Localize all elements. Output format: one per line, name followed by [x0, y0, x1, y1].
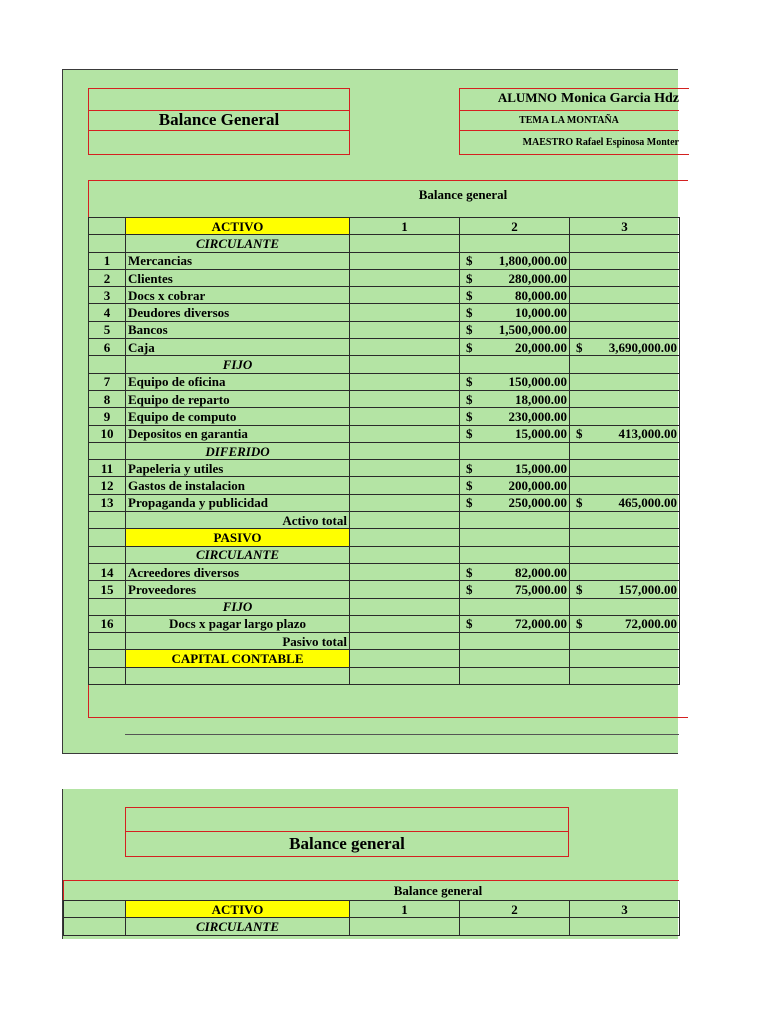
row-label: Bancos — [126, 321, 350, 338]
row-label: PASIVO — [126, 529, 350, 546]
currency-symbol: $ — [466, 581, 473, 597]
row-number: 7 — [89, 373, 126, 390]
amount-col-2 — [460, 235, 570, 252]
amount-col-1 — [350, 563, 460, 580]
table-row — [89, 287, 680, 304]
amount-value: 82,000.00 — [515, 564, 567, 580]
table-row — [89, 321, 680, 338]
row-label: Pasivo total — [126, 633, 350, 650]
currency-symbol: $ — [466, 305, 473, 321]
row-number: 13 — [89, 494, 126, 511]
row-label: FIJO — [126, 598, 350, 615]
amount-value: 15,000.00 — [515, 460, 567, 476]
table-row — [89, 373, 680, 390]
amount-col-2 — [460, 252, 570, 269]
amount-col-2 — [460, 408, 570, 425]
row-number: 10 — [89, 425, 126, 442]
row-number: 2 — [89, 269, 126, 286]
amount-col-2 — [460, 633, 570, 650]
amount-col-3 — [570, 425, 680, 442]
currency-symbol: $ — [576, 581, 583, 597]
table-row — [89, 408, 680, 425]
amount-col-3: 3 — [570, 218, 680, 235]
activo-header: ACTIVO — [126, 901, 350, 918]
row-number: 12 — [89, 477, 126, 494]
balance-table — [88, 217, 680, 685]
amount-col-2 — [460, 494, 570, 511]
currency-symbol: $ — [466, 460, 473, 476]
amount-value: 10,000.00 — [515, 305, 567, 321]
sheet2-title: Balance general — [289, 834, 405, 853]
sheet2-table — [63, 900, 680, 936]
amount-col-2 — [460, 356, 570, 373]
amount-col-3 — [570, 252, 680, 269]
row-label: DIFERIDO — [126, 442, 350, 459]
amount-value: 18,000.00 — [515, 391, 567, 407]
amount-col-1 — [350, 339, 460, 356]
table-row — [89, 667, 680, 684]
amount-col-1 — [350, 633, 460, 650]
row-number — [89, 356, 126, 373]
row-label: Propaganda y publicidad — [126, 494, 350, 511]
currency-symbol: $ — [466, 426, 473, 442]
section-label: CIRCULANTE — [126, 918, 350, 935]
table-row — [89, 529, 680, 546]
amount-col-3 — [570, 667, 680, 684]
row-number: 15 — [89, 581, 126, 598]
amount-col-1 — [350, 390, 460, 407]
amount-value: 75,000.00 — [515, 581, 567, 597]
row-label: Caja — [126, 339, 350, 356]
table-row — [89, 650, 680, 667]
row-label: CAPITAL CONTABLE — [126, 650, 350, 667]
row-number: 1 — [89, 252, 126, 269]
amount-value: 200,000.00 — [508, 478, 567, 494]
row-label: Activo total — [126, 512, 350, 529]
amount-col-2 — [460, 598, 570, 615]
amount-col-2 — [460, 442, 570, 459]
row-label: Mercancias — [126, 252, 350, 269]
currency-symbol: $ — [466, 253, 473, 269]
amount-col-1 — [350, 546, 460, 563]
row-label: Equipo de computo — [126, 408, 350, 425]
row-label: Clientes — [126, 269, 350, 286]
table-row — [89, 252, 680, 269]
amount-value: 157,000.00 — [618, 581, 677, 597]
row-number — [89, 598, 126, 615]
table-row — [89, 494, 680, 511]
currency-symbol: $ — [576, 616, 583, 632]
amount-col-2 — [460, 667, 570, 684]
amount-col-3 — [570, 321, 680, 338]
tema-line: TEMA LA MONTAÑA — [519, 115, 619, 126]
amount-col-3 — [570, 512, 680, 529]
amount-col-1 — [350, 598, 460, 615]
row-number — [89, 546, 126, 563]
currency-symbol: $ — [576, 495, 583, 511]
alumno-label: ALUMNO — [497, 90, 558, 105]
amount-col-1: 1 — [350, 218, 460, 235]
currency-symbol: $ — [466, 391, 473, 407]
amount-col-1 — [350, 512, 460, 529]
table-row — [89, 581, 680, 598]
amount-col-3 — [570, 287, 680, 304]
amount-col-3 — [570, 339, 680, 356]
col-header-2: 2 — [460, 901, 570, 918]
row-label: Gastos de instalacion — [126, 477, 350, 494]
amount-value: 250,000.00 — [508, 495, 567, 511]
amount-col-1 — [350, 667, 460, 684]
row-label: Proveedores — [126, 581, 350, 598]
currency-symbol: $ — [466, 616, 473, 632]
amount-col-1 — [350, 252, 460, 269]
amount-col-3 — [570, 494, 680, 511]
row-number: 14 — [89, 563, 126, 580]
amount-col-2 — [460, 512, 570, 529]
amount-col-1 — [350, 494, 460, 511]
amount-col-2 — [460, 529, 570, 546]
amount-value: 3,690,000.00 — [608, 339, 677, 355]
col-header-3: 3 — [570, 901, 680, 918]
row-number — [89, 633, 126, 650]
row-number — [89, 512, 126, 529]
amount-value: 230,000.00 — [508, 408, 567, 424]
balance-sheet-1 — [62, 69, 678, 754]
amount-col-2 — [460, 390, 570, 407]
amount-col-1 — [350, 650, 460, 667]
amount-col-3 — [570, 581, 680, 598]
amount-col-3 — [570, 269, 680, 286]
amount-value: 1,800,000.00 — [498, 253, 567, 269]
table-row — [89, 546, 680, 563]
amount-col-2 — [460, 304, 570, 321]
row-number — [89, 529, 126, 546]
amount-col-3 — [570, 477, 680, 494]
row-number: 9 — [89, 408, 126, 425]
row-label: ACTIVO — [126, 218, 350, 235]
alumno-name: Monica Garcia Hdz — [561, 91, 679, 106]
amount-col-1 — [350, 269, 460, 286]
amount-value: 280,000.00 — [508, 270, 567, 286]
table-row — [89, 390, 680, 407]
amount-col-2 — [460, 321, 570, 338]
amount-col-3 — [570, 650, 680, 667]
row-number — [89, 667, 126, 684]
col-header-1: 1 — [350, 901, 460, 918]
table-row — [89, 512, 680, 529]
table-row — [89, 442, 680, 459]
row-label: CIRCULANTE — [126, 546, 350, 563]
amount-value: 413,000.00 — [618, 426, 677, 442]
row-label: Depositos en garantia — [126, 425, 350, 442]
table-row — [89, 356, 680, 373]
balance-sheet-2 — [62, 789, 678, 939]
amount-col-3 — [570, 390, 680, 407]
amount-col-2 — [460, 425, 570, 442]
amount-col-1 — [350, 287, 460, 304]
amount-col-3 — [570, 408, 680, 425]
amount-col-3 — [570, 529, 680, 546]
amount-value: 150,000.00 — [508, 374, 567, 390]
amount-col-2: 2 — [460, 218, 570, 235]
amount-col-2 — [460, 287, 570, 304]
amount-col-2 — [460, 563, 570, 580]
row-label: Papeleria y utiles — [126, 460, 350, 477]
row-label — [126, 667, 350, 684]
row-number: 4 — [89, 304, 126, 321]
amount-col-1 — [350, 373, 460, 390]
amount-col-3 — [570, 598, 680, 615]
table-row — [89, 633, 680, 650]
amount-col-1 — [350, 529, 460, 546]
amount-col-2 — [460, 650, 570, 667]
amount-col-3 — [570, 633, 680, 650]
amount-col-2 — [460, 339, 570, 356]
amount-col-3 — [570, 442, 680, 459]
table-row — [89, 235, 680, 252]
row-label: Equipo de oficina — [126, 373, 350, 390]
sheet2-table-title: Balance general — [393, 883, 483, 898]
amount-col-2 — [460, 477, 570, 494]
currency-symbol: $ — [576, 339, 583, 355]
table-row — [89, 477, 680, 494]
row-label: FIJO — [126, 356, 350, 373]
page-title: Balance General — [158, 110, 280, 129]
amount-col-1 — [350, 321, 460, 338]
amount-value: 1,500,000.00 — [498, 322, 567, 338]
amount-value: 80,000.00 — [515, 287, 567, 303]
amount-col-2 — [460, 460, 570, 477]
row-label: Equipo de reparto — [126, 390, 350, 407]
row-label: Docs x pagar largo plazo — [126, 615, 350, 632]
row-label: Acreedores diversos — [126, 563, 350, 580]
amount-col-3 — [570, 615, 680, 632]
amount-col-2 — [460, 546, 570, 563]
amount-col-3 — [570, 563, 680, 580]
amount-col-1 — [350, 460, 460, 477]
amount-col-2 — [460, 581, 570, 598]
row-number: 3 — [89, 287, 126, 304]
amount-col-1 — [350, 477, 460, 494]
row-number: 6 — [89, 339, 126, 356]
currency-symbol: $ — [466, 339, 473, 355]
currency-symbol: $ — [466, 564, 473, 580]
amount-col-2 — [460, 373, 570, 390]
table-row — [64, 918, 680, 935]
row-number: 8 — [89, 390, 126, 407]
row-number — [89, 442, 126, 459]
currency-symbol: $ — [466, 287, 473, 303]
table-row — [89, 615, 680, 632]
amount-col-1 — [350, 356, 460, 373]
row-number: 11 — [89, 460, 126, 477]
balance-table-title: Balance general — [418, 187, 508, 202]
row-number: 5 — [89, 321, 126, 338]
table-row — [89, 304, 680, 321]
amount-col-3 — [570, 235, 680, 252]
currency-symbol: $ — [466, 374, 473, 390]
row-number: 16 — [89, 615, 126, 632]
amount-col-1 — [350, 408, 460, 425]
row-number — [89, 650, 126, 667]
row-label: Docs x cobrar — [126, 287, 350, 304]
amount-value: 20,000.00 — [515, 339, 567, 355]
row-number — [89, 235, 126, 252]
amount-col-1 — [350, 235, 460, 252]
table-row — [89, 269, 680, 286]
amount-col-2 — [460, 615, 570, 632]
table-row — [89, 460, 680, 477]
amount-col-1 — [350, 425, 460, 442]
currency-symbol: $ — [466, 322, 473, 338]
amount-col-1 — [350, 615, 460, 632]
table-row — [89, 339, 680, 356]
currency-symbol: $ — [576, 426, 583, 442]
currency-symbol: $ — [466, 495, 473, 511]
alumno-line — [459, 89, 679, 110]
amount-col-1 — [350, 442, 460, 459]
row-label: CIRCULANTE — [126, 235, 350, 252]
currency-symbol: $ — [466, 270, 473, 286]
amount-value: 15,000.00 — [515, 426, 567, 442]
amount-value: 72,000.00 — [625, 616, 677, 632]
amount-col-3 — [570, 356, 680, 373]
amount-col-3 — [570, 546, 680, 563]
amount-col-2 — [460, 269, 570, 286]
row-number — [89, 218, 126, 235]
currency-symbol: $ — [466, 478, 473, 494]
amount-col-3 — [570, 460, 680, 477]
table-row — [64, 901, 680, 918]
table-row — [89, 598, 680, 615]
table-row — [89, 563, 680, 580]
amount-col-1 — [350, 304, 460, 321]
amount-col-1 — [350, 581, 460, 598]
currency-symbol: $ — [466, 408, 473, 424]
table-row — [89, 218, 680, 235]
row-label: Deudores diversos — [126, 304, 350, 321]
maestro-line: MAESTRO Rafael Espinosa Monter — [522, 137, 679, 148]
amount-value: 72,000.00 — [515, 616, 567, 632]
amount-col-3 — [570, 373, 680, 390]
amount-col-3 — [570, 304, 680, 321]
table-row — [89, 425, 680, 442]
amount-value: 465,000.00 — [618, 495, 677, 511]
